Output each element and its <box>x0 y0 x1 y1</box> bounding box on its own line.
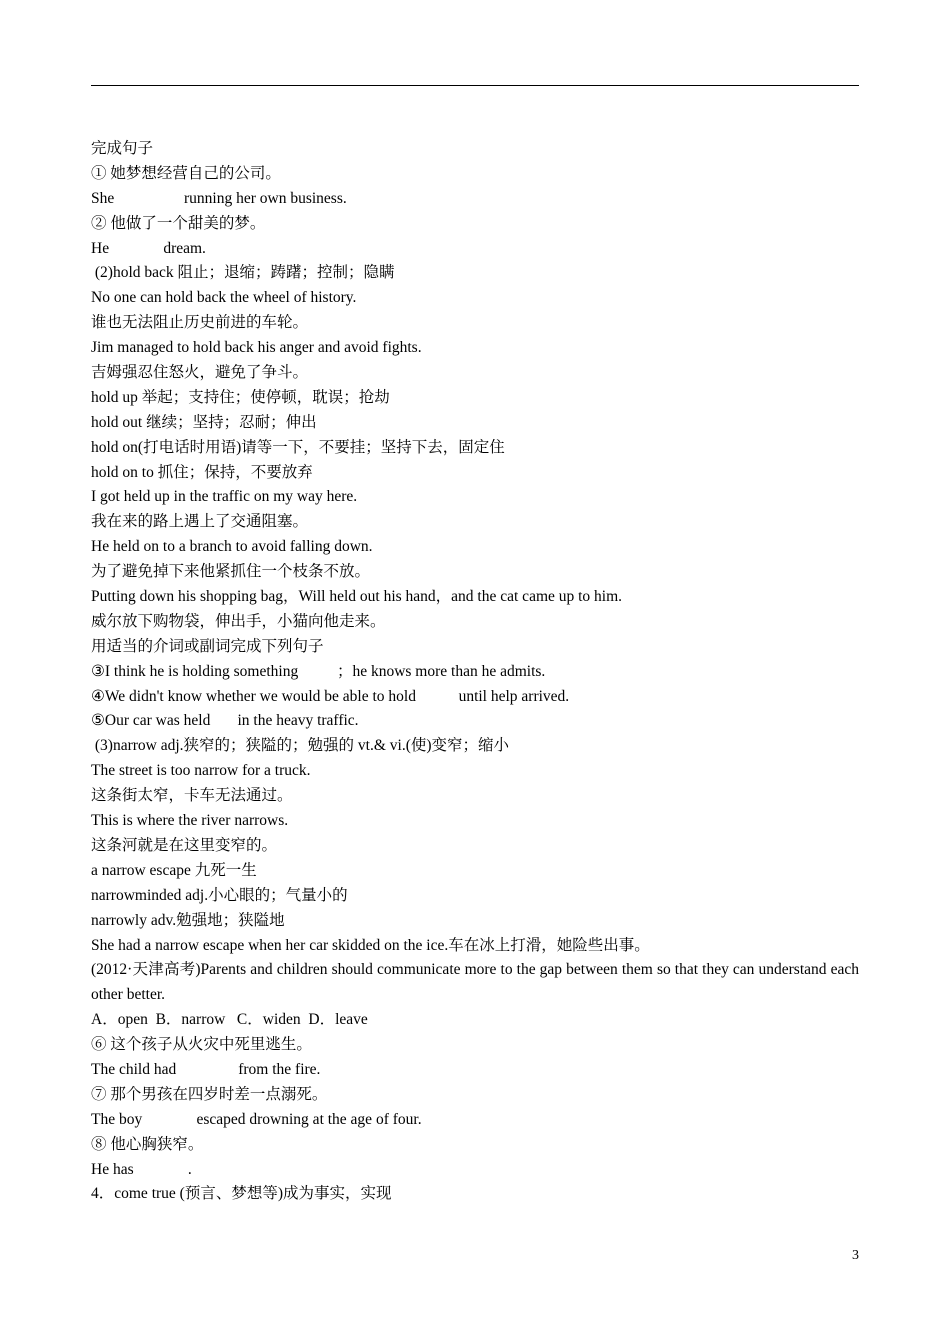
exam-question: (2012·天津高考)Parents and children should communicate more to the gap between them so that they can understand each other better. <box>91 961 859 1004</box>
example-translation: 谁也无法阻止历史前进的车轮。 <box>91 314 309 332</box>
exercise-blank-line: The child had from the fire. <box>91 1060 321 1078</box>
example-sentence: She had a narrow escape when her car skidded on the ice.车在冰上打滑，她险些出事。 <box>91 936 650 954</box>
exercise-prompt: ② 他做了一个甜美的梦。 <box>91 214 266 232</box>
header-rule <box>91 85 859 86</box>
exercise-blank-line: The boy escaped drowning at the age of four. <box>91 1110 422 1128</box>
phrase-definition: hold out 继续；坚持；忍耐；伸出 <box>91 413 317 431</box>
exercise-prompt: ⑥ 这个孩子从火灾中死里逃生。 <box>91 1036 312 1054</box>
phrase-definition: narrowly adv.勉强地；狭隘地 <box>91 911 285 929</box>
example-translation: 我在来的路上遇上了交通阻塞。 <box>91 513 309 531</box>
phrase-heading: (2)hold back 阻止；退缩；踌躇；控制；隐瞒 <box>91 264 395 282</box>
exercise-instruction: 用适当的介词或副词完成下列句子 <box>91 637 324 655</box>
exercise-blank-line: She running her own business. <box>91 189 347 207</box>
example-translation: 威尔放下购物袋，伸出手，小猫向他走来。 <box>91 612 386 630</box>
exercise-blank-line: He has . <box>91 1160 192 1178</box>
example-sentence: I got held up in the traffic on my way here. <box>91 488 358 506</box>
exercise-prompt: ① 她梦想经营自己的公司。 <box>91 164 281 182</box>
exercise-blank-line: ④We didn't know whether we would be able to hold until help arrived. <box>91 687 570 705</box>
example-sentence: Putting down his shopping bag，Will held out his hand，and the cat came up to him. <box>91 588 623 606</box>
phrase-heading: (3)narrow adj.狭窄的；狭隘的；勉强的 vt.& vi.(使)变窄；缩小 <box>91 737 510 755</box>
phrase-definition: hold on to 抓住；保持，不要放弃 <box>91 463 313 481</box>
example-sentence: This is where the river narrows. <box>91 812 289 830</box>
example-sentence: The street is too narrow for a truck. <box>91 762 311 780</box>
exercise-blank-line: ③I think he is holding something ；he knows more than he admits. <box>91 662 546 680</box>
example-sentence: He held on to a branch to avoid falling down. <box>91 538 373 556</box>
answer-options: A．open B．narrow C．widen D．leave <box>91 1011 368 1029</box>
phrase-definition: narrowminded adj.小心眼的；气量小的 <box>91 886 348 904</box>
example-sentence: No one can hold back the wheel of history. <box>91 289 357 307</box>
phrase-definition: a narrow escape 九死一生 <box>91 861 257 879</box>
exercise-blank-line: ⑤Our car was held in the heavy traffic. <box>91 712 359 730</box>
document-body <box>91 137 859 1207</box>
phrase-definition: hold up 举起；支持住；使停顿，耽误；抢劫 <box>91 388 390 406</box>
example-translation: 这条街太窄，卡车无法通过。 <box>91 787 293 805</box>
page-number: 3 <box>852 1248 859 1263</box>
exercise-prompt: ⑧ 他心胸狭窄。 <box>91 1135 204 1153</box>
example-translation: 吉姆强忍住怒火，避免了争斗。 <box>91 364 309 382</box>
phrase-definition: hold on(打电话时用语)请等一下，不要挂；坚持下去，固定住 <box>91 438 505 456</box>
example-sentence: Jim managed to hold back his anger and avoid fights. <box>91 339 422 357</box>
example-translation: 这条河就是在这里变窄的。 <box>91 836 278 854</box>
section-title: 完成句子 <box>91 140 154 157</box>
exercise-prompt: ⑦ 那个男孩在四岁时差一点溺死。 <box>91 1085 328 1103</box>
example-translation: 为了避免掉下来他紧抓住一个枝条不放。 <box>91 563 371 581</box>
exercise-blank-line: He dream. <box>91 239 206 257</box>
phrase-heading: 4．come true (预言、梦想等)成为事实，实现 <box>91 1185 392 1203</box>
